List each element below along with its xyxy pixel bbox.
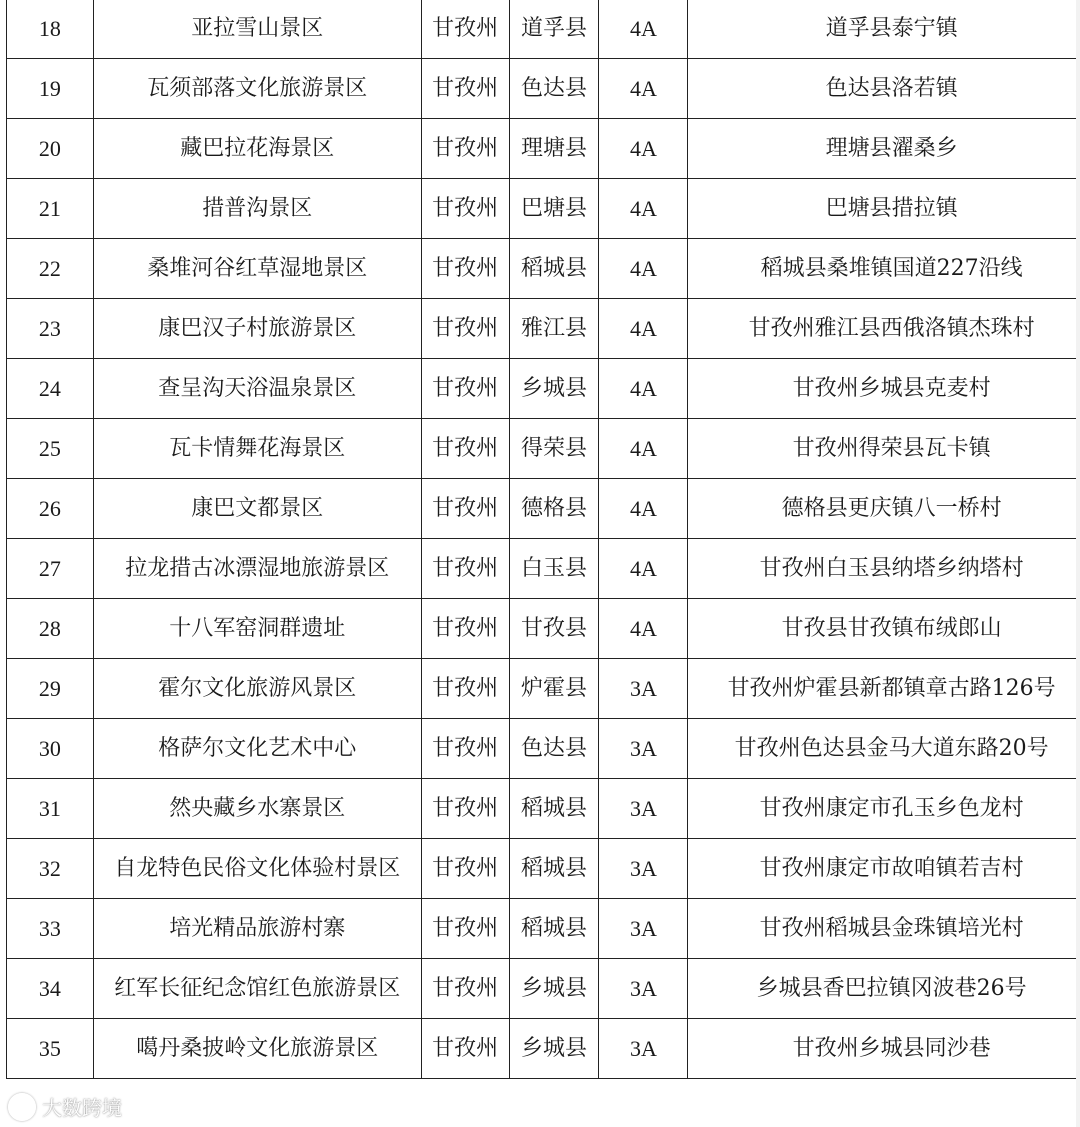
cell-prefecture: 甘孜州	[421, 479, 509, 539]
cell-scenic-name: 康巴汉子村旅游景区	[93, 299, 421, 359]
cell-scenic-name: 亚拉雪山景区	[93, 0, 421, 59]
cell-scenic-name: 格萨尔文化艺术中心	[93, 719, 421, 779]
cell-county: 巴塘县	[509, 179, 599, 239]
cell-number: 34	[7, 959, 94, 1019]
cell-number: 25	[7, 419, 94, 479]
cell-address: 甘孜州雅江县西俄洛镇杰珠村	[688, 299, 1080, 359]
cell-county: 德格县	[509, 479, 599, 539]
cell-grade: 3A	[599, 839, 688, 899]
watermark	[8, 1092, 122, 1121]
table-row	[7, 179, 1080, 239]
cell-scenic-name: 霍尔文化旅游风景区	[93, 659, 421, 719]
cell-scenic-name: 培光精品旅游村寨	[93, 899, 421, 959]
cell-grade: 4A	[599, 359, 688, 419]
cell-county: 甘孜县	[509, 599, 599, 659]
cell-county: 稻城县	[509, 239, 599, 299]
watermark-logo-icon	[8, 1093, 36, 1121]
cell-address: 甘孜州色达县金马大道东路20号	[688, 719, 1080, 779]
cell-address: 甘孜州稻城县金珠镇培光村	[688, 899, 1080, 959]
cell-scenic-name: 藏巴拉花海景区	[93, 119, 421, 179]
cell-scenic-name: 红军长征纪念馆红色旅游景区	[93, 959, 421, 1019]
cell-county: 乡城县	[509, 359, 599, 419]
table-row	[7, 479, 1080, 539]
cell-prefecture: 甘孜州	[421, 539, 509, 599]
cell-prefecture: 甘孜州	[421, 779, 509, 839]
cell-grade: 3A	[599, 719, 688, 779]
cell-address: 甘孜州白玉县纳塔乡纳塔村	[688, 539, 1080, 599]
table-row	[7, 419, 1080, 479]
table-row	[7, 59, 1080, 119]
table-row	[7, 1019, 1080, 1079]
cell-address: 色达县洛若镇	[688, 59, 1080, 119]
cell-number: 26	[7, 479, 94, 539]
cell-county: 乡城县	[509, 1019, 599, 1079]
cell-county: 雅江县	[509, 299, 599, 359]
cell-number: 33	[7, 899, 94, 959]
cell-prefecture: 甘孜州	[421, 119, 509, 179]
cell-number: 21	[7, 179, 94, 239]
page-edge	[1076, 0, 1080, 1127]
cell-grade: 4A	[599, 179, 688, 239]
cell-prefecture: 甘孜州	[421, 899, 509, 959]
cell-county: 乡城县	[509, 959, 599, 1019]
cell-prefecture: 甘孜州	[421, 59, 509, 119]
table-row	[7, 839, 1080, 899]
cell-grade: 4A	[599, 419, 688, 479]
cell-number: 31	[7, 779, 94, 839]
cell-address: 德格县更庆镇八一桥村	[688, 479, 1080, 539]
cell-grade: 3A	[599, 899, 688, 959]
table-body	[7, 0, 1080, 1079]
cell-number: 23	[7, 299, 94, 359]
cell-scenic-name: 桑堆河谷红草湿地景区	[93, 239, 421, 299]
cell-prefecture: 甘孜州	[421, 959, 509, 1019]
cell-number: 29	[7, 659, 94, 719]
cell-grade: 4A	[599, 539, 688, 599]
cell-prefecture: 甘孜州	[421, 299, 509, 359]
cell-address: 甘孜县甘孜镇布绒郎山	[688, 599, 1080, 659]
cell-grade: 3A	[599, 959, 688, 1019]
cell-grade: 4A	[599, 59, 688, 119]
table-row	[7, 359, 1080, 419]
cell-address: 甘孜州炉霍县新都镇章古路126号	[688, 659, 1080, 719]
table-row	[7, 659, 1080, 719]
cell-number: 28	[7, 599, 94, 659]
cell-scenic-name: 噶丹桑披岭文化旅游景区	[93, 1019, 421, 1079]
cell-county: 道孚县	[509, 0, 599, 59]
cell-number: 20	[7, 119, 94, 179]
cell-scenic-name: 瓦须部落文化旅游景区	[93, 59, 421, 119]
cell-prefecture: 甘孜州	[421, 1019, 509, 1079]
cell-number: 19	[7, 59, 94, 119]
cell-grade: 4A	[599, 119, 688, 179]
cell-prefecture: 甘孜州	[421, 719, 509, 779]
cell-grade: 4A	[599, 599, 688, 659]
cell-county: 稻城县	[509, 839, 599, 899]
table-row	[7, 119, 1080, 179]
cell-number: 24	[7, 359, 94, 419]
cell-county: 炉霍县	[509, 659, 599, 719]
cell-county: 色达县	[509, 59, 599, 119]
cell-prefecture: 甘孜州	[421, 359, 509, 419]
cell-scenic-name: 康巴文都景区	[93, 479, 421, 539]
cell-number: 35	[7, 1019, 94, 1079]
cell-grade: 3A	[599, 659, 688, 719]
cell-grade: 3A	[599, 1019, 688, 1079]
table-row	[7, 539, 1080, 599]
cell-prefecture: 甘孜州	[421, 599, 509, 659]
table-row	[7, 239, 1080, 299]
table-row	[7, 299, 1080, 359]
cell-scenic-name: 自龙特色民俗文化体验村景区	[93, 839, 421, 899]
cell-grade: 4A	[599, 299, 688, 359]
cell-address: 稻城县桑堆镇国道227沿线	[688, 239, 1080, 299]
cell-address: 甘孜州康定市孔玉乡色龙村	[688, 779, 1080, 839]
cell-prefecture: 甘孜州	[421, 0, 509, 59]
cell-grade: 4A	[599, 0, 688, 59]
cell-county: 理塘县	[509, 119, 599, 179]
cell-county: 白玉县	[509, 539, 599, 599]
cell-grade: 3A	[599, 779, 688, 839]
cell-grade: 4A	[599, 479, 688, 539]
cell-number: 27	[7, 539, 94, 599]
cell-address: 甘孜州乡城县同沙巷	[688, 1019, 1080, 1079]
cell-prefecture: 甘孜州	[421, 839, 509, 899]
scenic-spot-table	[6, 0, 1080, 1079]
table-row	[7, 899, 1080, 959]
cell-scenic-name: 瓦卡情舞花海景区	[93, 419, 421, 479]
cell-address: 理塘县濯桑乡	[688, 119, 1080, 179]
cell-county: 稻城县	[509, 899, 599, 959]
cell-address: 甘孜州得荣县瓦卡镇	[688, 419, 1080, 479]
cell-number: 22	[7, 239, 94, 299]
cell-scenic-name: 然央藏乡水寨景区	[93, 779, 421, 839]
cell-prefecture: 甘孜州	[421, 419, 509, 479]
cell-scenic-name: 拉龙措古冰漂湿地旅游景区	[93, 539, 421, 599]
cell-number: 18	[7, 0, 94, 59]
cell-address: 巴塘县措拉镇	[688, 179, 1080, 239]
table-row	[7, 0, 1080, 59]
cell-prefecture: 甘孜州	[421, 659, 509, 719]
cell-scenic-name: 十八军窑洞群遗址	[93, 599, 421, 659]
cell-prefecture: 甘孜州	[421, 179, 509, 239]
cell-number: 32	[7, 839, 94, 899]
table-row	[7, 719, 1080, 779]
cell-county: 稻城县	[509, 779, 599, 839]
table-row	[7, 959, 1080, 1019]
cell-scenic-name: 措普沟景区	[93, 179, 421, 239]
cell-grade: 4A	[599, 239, 688, 299]
cell-address: 乡城县香巴拉镇冈波巷26号	[688, 959, 1080, 1019]
cell-address: 甘孜州乡城县克麦村	[688, 359, 1080, 419]
cell-county: 得荣县	[509, 419, 599, 479]
cell-address: 甘孜州康定市故咱镇若吉村	[688, 839, 1080, 899]
table-row	[7, 599, 1080, 659]
cell-scenic-name: 查呈沟天浴温泉景区	[93, 359, 421, 419]
cell-number: 30	[7, 719, 94, 779]
cell-prefecture: 甘孜州	[421, 239, 509, 299]
cell-county: 色达县	[509, 719, 599, 779]
watermark-text: 大数跨境	[42, 1096, 122, 1120]
table-row	[7, 779, 1080, 839]
cell-address: 道孚县泰宁镇	[688, 0, 1080, 59]
